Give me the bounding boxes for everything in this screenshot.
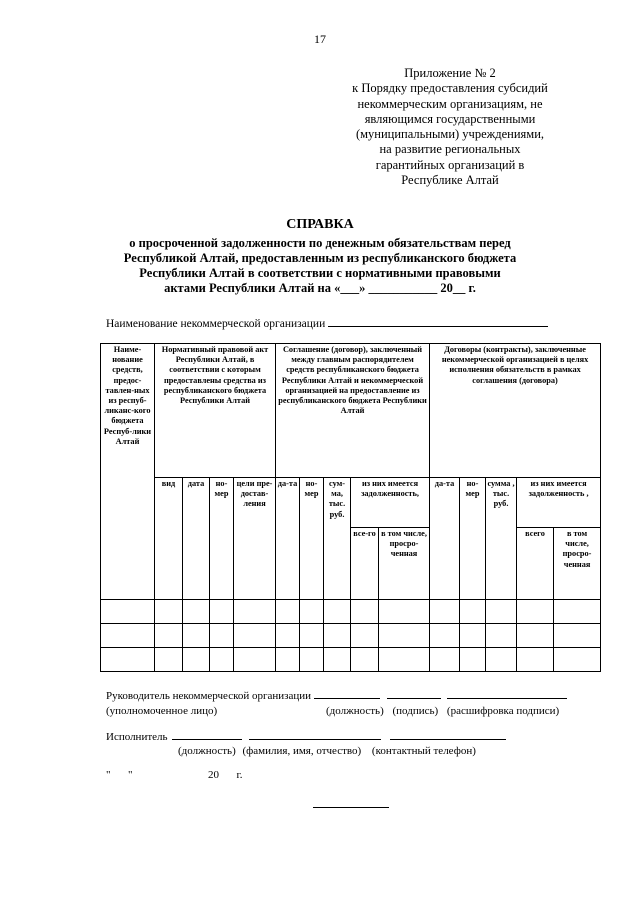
table-cell[interactable] xyxy=(430,600,460,624)
head-caption-decode: (расшифровка подписи) xyxy=(446,705,560,717)
appendix-line: гарантийных организаций в xyxy=(375,157,525,172)
appendix-line: являющимся государственными xyxy=(364,111,536,126)
executor-caption-position: (должность) xyxy=(178,745,236,757)
head-captions-right xyxy=(326,705,559,717)
table-cell[interactable] xyxy=(554,648,601,672)
table-cell[interactable] xyxy=(300,600,324,624)
subtitle-line: о просроченной задолженности по денежным обязательствам перед xyxy=(129,236,511,250)
table-row xyxy=(101,600,601,624)
header-agreement-debt: из них имеется задолженность, xyxy=(351,478,430,528)
org-name-field[interactable] xyxy=(328,326,548,327)
head-signature-row xyxy=(106,690,567,702)
appendix-line: к Порядку предоставления субсидий xyxy=(352,81,548,96)
header-agreement: Соглашение (договор), заключенный между главным распорядителем средств республиканского бюджета Республики Алтай и некоммерческой организацией на предоставление из республиканского бюджета Республики Алтай xyxy=(276,344,430,478)
table-cell[interactable] xyxy=(351,600,379,624)
table-cell[interactable] xyxy=(234,648,276,672)
header-act-date: дата xyxy=(183,478,210,600)
page-number: 17 xyxy=(314,32,326,46)
head-sign-field[interactable] xyxy=(387,698,441,699)
table-cell[interactable] xyxy=(183,624,210,648)
executor-caption-phone: (контактный телефон) xyxy=(371,745,476,757)
table-cell[interactable] xyxy=(486,648,517,672)
table-row xyxy=(101,648,601,672)
document-title: СПРАВКА xyxy=(286,217,354,232)
table-cell[interactable] xyxy=(276,648,300,672)
executor-caption-row xyxy=(178,745,476,757)
table-cell[interactable] xyxy=(155,648,183,672)
head-caption-row xyxy=(106,705,217,717)
executor-caption-name: (фамилия, имя, отчество) xyxy=(242,745,362,757)
header-act-number: но-мер xyxy=(210,478,234,600)
table-cell[interactable] xyxy=(300,624,324,648)
org-name-row xyxy=(106,318,548,330)
executor-phone-field[interactable] xyxy=(390,739,506,740)
table-cell[interactable] xyxy=(234,624,276,648)
table-cell[interactable] xyxy=(351,624,379,648)
table-cell[interactable] xyxy=(554,600,601,624)
table-cell[interactable] xyxy=(554,624,601,648)
header-agreement-date: да-та xyxy=(276,478,300,600)
header-contract-date: да-та xyxy=(430,478,460,600)
header-contract-sum: сумма , тыс. руб. xyxy=(486,478,517,600)
date-quote-open: " xyxy=(106,769,111,781)
table-cell[interactable] xyxy=(101,600,155,624)
head-label: Руководитель некоммерческой организации xyxy=(106,690,312,702)
table-cell[interactable] xyxy=(101,648,155,672)
table-row xyxy=(101,624,601,648)
table-cell[interactable] xyxy=(276,624,300,648)
executor-row xyxy=(106,731,506,743)
date-row xyxy=(106,769,243,781)
executor-label: Исполнитель xyxy=(106,731,168,743)
table-cell[interactable] xyxy=(379,600,430,624)
appendix-line: Приложение № 2 xyxy=(404,66,496,80)
header-contract-debt: из них имеется задолженность , xyxy=(517,478,601,528)
table-cell[interactable] xyxy=(460,624,486,648)
header-normative-act: Нормативный правовой акт Республики Алтай, в соответствии с которым предоставлены средства из республиканского бюджета Республики Алтай xyxy=(155,344,276,478)
head-caption-position: (должность) xyxy=(326,705,384,717)
date-quote-close: " xyxy=(128,769,133,781)
head-caption-authorized: (уполномоченное лицо) xyxy=(106,705,218,717)
table-cell[interactable] xyxy=(379,624,430,648)
table-cell[interactable] xyxy=(430,648,460,672)
table-cell[interactable] xyxy=(324,648,351,672)
table-cell[interactable] xyxy=(183,648,210,672)
header-agreement-debt-total: все-го xyxy=(351,528,379,600)
appendix-line: некоммерческим организациям, не xyxy=(357,96,543,111)
executor-position-field[interactable] xyxy=(172,739,242,740)
appendix-line: (муниципальными) учреждениями, xyxy=(355,127,545,142)
table-cell[interactable] xyxy=(351,648,379,672)
table-cell[interactable] xyxy=(324,624,351,648)
table-cell[interactable] xyxy=(460,600,486,624)
date-suffix: г. xyxy=(236,769,243,781)
table-cell[interactable] xyxy=(276,600,300,624)
table-cell[interactable] xyxy=(517,600,554,624)
appendix-line: Республике Алтай xyxy=(401,173,499,188)
table-cell[interactable] xyxy=(210,648,234,672)
header-act-type: вид xyxy=(155,478,183,600)
header-agreement-debt-overdue: в том числе, просро-ченная xyxy=(379,528,430,600)
table-cell[interactable] xyxy=(155,624,183,648)
subtitle-line: актами Республики Алтай на «___» ___________ 20__ г. xyxy=(164,281,476,295)
table-cell[interactable] xyxy=(486,600,517,624)
report-table xyxy=(100,343,601,672)
header-contract-number: но-мер xyxy=(460,478,486,600)
table-cell[interactable] xyxy=(155,600,183,624)
table-cell[interactable] xyxy=(101,624,155,648)
table-cell[interactable] xyxy=(234,600,276,624)
table-cell[interactable] xyxy=(324,600,351,624)
subtitle-line: Республикой Алтай, предоставленным из республиканского бюджета xyxy=(123,251,517,265)
header-contract-debt-overdue: в том числе, просро-ченная xyxy=(554,528,601,600)
appendix-header xyxy=(350,66,550,188)
appendix-line: на развитие региональных xyxy=(379,142,521,157)
header-act-purpose: цели пре-достав-ления xyxy=(234,478,276,600)
table-cell[interactable] xyxy=(379,648,430,672)
footer-divider xyxy=(313,807,389,808)
executor-name-field[interactable] xyxy=(249,739,381,740)
header-agreement-number: но-мер xyxy=(300,478,324,600)
table-cell[interactable] xyxy=(486,624,517,648)
table-cell[interactable] xyxy=(210,624,234,648)
table-cell[interactable] xyxy=(430,624,460,648)
subtitle-line: Республики Алтай в соответствии с нормативными правовыми xyxy=(139,266,501,280)
date-year: 20 xyxy=(208,769,219,781)
table-cell[interactable] xyxy=(300,648,324,672)
head-position-field[interactable] xyxy=(314,698,380,699)
header-contract-debt-total: всего xyxy=(517,528,554,600)
head-caption-sign: (подпись) xyxy=(392,705,439,717)
document-subtitle xyxy=(60,236,580,296)
table-cell[interactable] xyxy=(210,600,234,624)
org-name-label: Наименование некоммерческой организации xyxy=(106,318,326,330)
header-agreement-sum: сум-ма, тыс. руб. xyxy=(324,478,351,600)
table-cell[interactable] xyxy=(517,624,554,648)
table-cell[interactable] xyxy=(517,648,554,672)
table-cell[interactable] xyxy=(460,648,486,672)
head-decode-field[interactable] xyxy=(447,698,567,699)
header-fund-name: Наиме-нование средств, предос-тавлен-ных из респуб-ликанс-кого бюджета Респуб-лики Алтай xyxy=(101,344,155,600)
header-contracts: Договоры (контракты), заключенные некоммерческой организацией в целях исполнения обязательств в рамках соглашения (договора) xyxy=(430,344,601,478)
table-cell[interactable] xyxy=(183,600,210,624)
